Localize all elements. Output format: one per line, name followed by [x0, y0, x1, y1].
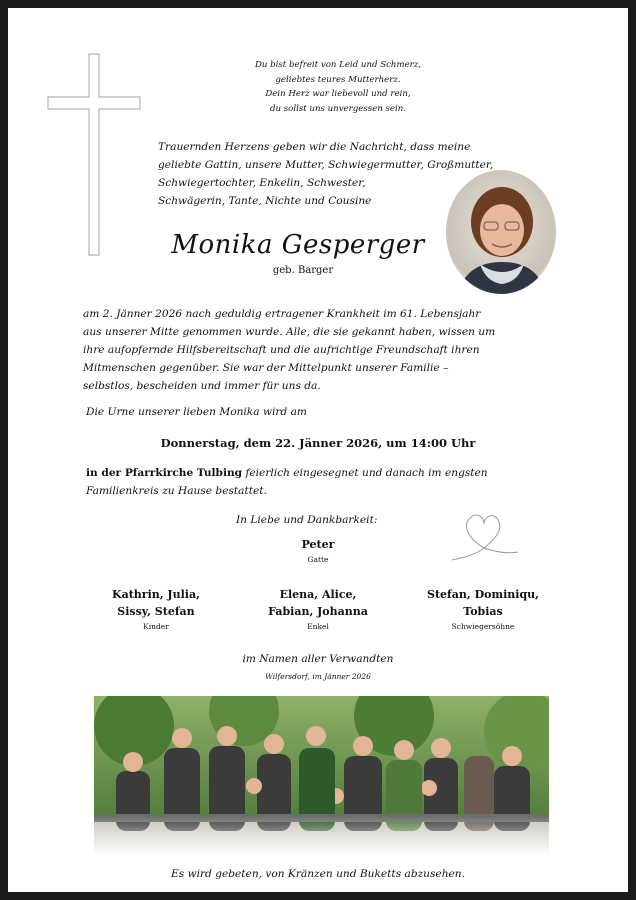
thanks-text: In Liebe und Dankbarkeit: [236, 514, 378, 526]
obituary-page [8, 8, 628, 892]
sons-in-law-names: Stefan, Dominiqu, [427, 588, 539, 601]
heart-icon [448, 508, 520, 562]
grandchildren-names: Fabian, Johanna [268, 605, 368, 618]
children-names: Kathrin, Julia, [112, 588, 200, 601]
footer-note: Es wird gebeten, von Kränzen und Buketts abzusehen. [170, 868, 465, 880]
family-photo [94, 696, 549, 856]
bio-line: ihre aufopfernde Hilfsbereitschaft und die aufrichtige Freundschaft ihren [83, 344, 480, 356]
deceased-name: Monika Gesperger [171, 230, 425, 260]
spouse-relation: Gatte [307, 555, 329, 564]
place-date: Wilfersdorf, im Jänner 2026 [265, 672, 371, 681]
poem-line: du sollst uns unvergessen sein. [269, 103, 407, 114]
children-names: Sissy, Stefan [117, 605, 195, 618]
announcement-line: Trauernden Herzens geben wir die Nachricht, dass meine [158, 141, 471, 153]
announcement-line: Schwägerin, Tante, Nichte und Cousine [158, 195, 372, 207]
poem [238, 58, 438, 116]
poem-line: Du bist befreit von Leid und Schmerz, [254, 60, 422, 70]
bio-line: am 2. Jänner 2026 nach geduldig ertragener Krankheit im 61. Lebensjahr [83, 308, 481, 320]
grandchildren-relation: Enkel [307, 622, 329, 631]
announcement-line: geliebte Gattin, unsere Mutter, Schwiegermutter, Großmutter, [158, 159, 494, 171]
cross-icon [44, 52, 144, 257]
portrait-photo [446, 170, 556, 294]
burial-text [86, 464, 556, 500]
children-block [86, 586, 226, 633]
sons-in-law-block [408, 586, 558, 633]
announcement-line: Schwiegertochter, Enkelin, Schwester, [158, 177, 366, 189]
ceremony-date: Donnerstag, dem 22. Jänner 2026, um 14:00 Uhr [160, 436, 476, 450]
church-name: in der Pfarrkirche Tulbing [86, 467, 243, 479]
birth-name: geb. Barger [272, 265, 334, 276]
biography [83, 305, 553, 395]
bio-line: selbstlos, bescheiden und immer für uns da. [83, 380, 321, 392]
children-relation: Kinder [143, 622, 169, 631]
poem-line: geliebtes teures Mutterherz. [275, 74, 401, 85]
sons-in-law-relation: Schwiegersöhne [451, 622, 515, 631]
poem-line: Dein Herz war liebevoll und rein, [265, 89, 411, 99]
bio-line: Mitmenschen gegenüber. Sie war der Mittelpunkt unserer Familie – [83, 362, 449, 374]
burial-line-rest: feierlich eingesegnet und danach im engsten [245, 467, 488, 479]
spouse-block [268, 536, 368, 566]
burial-line: Familienkreis zu Hause bestattet. [86, 485, 267, 497]
urn-text: Die Urne unserer lieben Monika wird am [86, 406, 307, 418]
bio-line: aus unserer Mitte genommen wurde. Alle, die sie gekannt haben, wissen um [83, 326, 496, 338]
spouse-name: Peter [301, 538, 335, 551]
sons-in-law-names: Tobias [463, 605, 503, 618]
grandchildren-names: Elena, Alice, [279, 588, 357, 601]
on-behalf-text: im Namen aller Verwandten [242, 653, 394, 665]
grandchildren-block [248, 586, 388, 633]
burial-line [86, 464, 556, 482]
